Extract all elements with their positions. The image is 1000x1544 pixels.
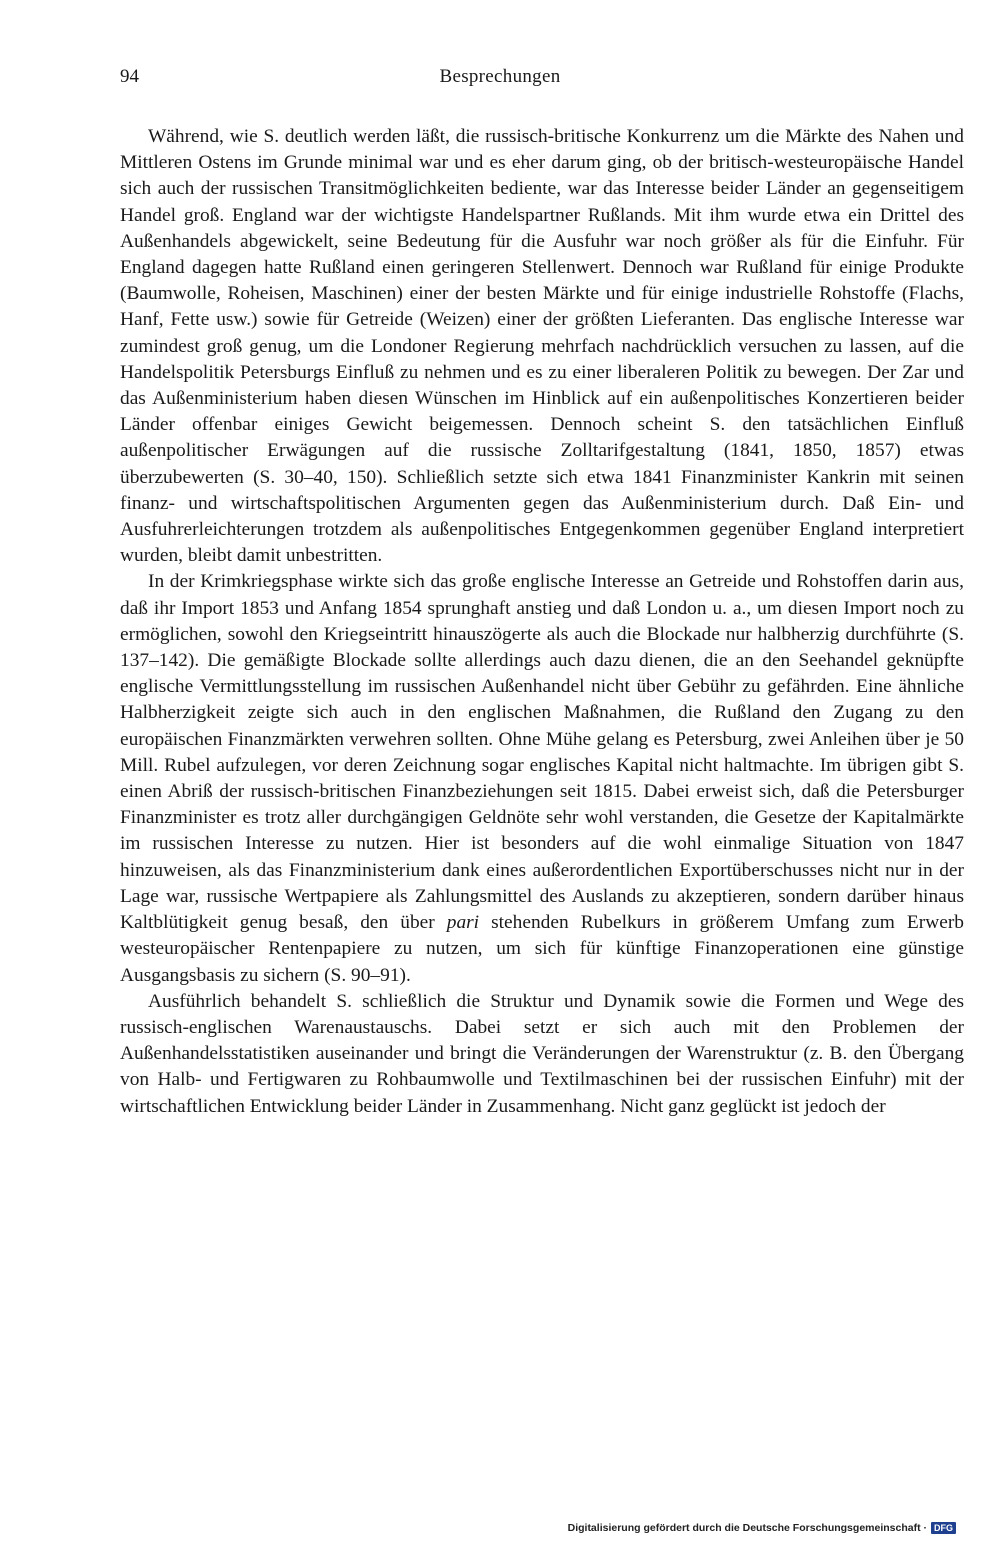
body-text bbox=[120, 124, 964, 1120]
digitization-note: Digitalisierung gefördert durch die Deutsche Forschungsgemeinschaft · bbox=[567, 1522, 927, 1534]
paragraph-2-text-before: In der Krimkriegsphase wirkte sich das große englische Interesse an Getreide und Rohstoffen darin aus, daß ihr Import 1853 und Anfang 1854 sprunghaft anstieg und daß London u. a., um diesen Import noch zu ermöglichen, sowohl den Kriegseintritt hinauszögerte als auch die Blockade nur halbherzig durchführte (S. 137–142). Die gemäßigte Blockade sollte allerdings auch dazu dienen, die an den Seehandel geknüpfte englische Vermittlungsstellung im russischen Außenhandel nicht über Gebühr zu gefährden. Eine ähnliche Halbherzigkeit zeigte sich auch in den englischen Maßnahmen, die Rußland den Zugang zu den europäischen Finanzmärkten verwehren sollten. Ohne Mühe gelang es Petersburg, zwei Anleihen über je 50 Mill. Rubel aufzulegen, vor deren Zeichnung sogar englisches Kapital nicht haltmachte. Im übrigen gibt S. einen Abriß der russisch-britischen Finanzbeziehungen seit 1815. Dabei erweist sich, daß die Petersburger Finanzminister es trotz aller durchgängigen Geldnöte sehr wohl verstanden, die Gesetze der Kapitalmärkte im russischen Interesse zu nutzen. Hier ist besonders auf die wohl einmalige Situation von 1847 hinzuweisen, als das Finanzministerium dank eines außerordentlichen Exportüberschusses nicht nur in der Lage war, russische Wertpapiere als Zahlungsmittel des Auslands zu akzeptieren, sondern darüber hinaus Kaltblütigkeit genug besaß, den über bbox=[120, 571, 964, 934]
italic-term-pari: pari bbox=[446, 912, 480, 934]
paragraph-1: Während, wie S. deutlich werden läßt, die russisch-britische Konkurrenz um die Märkte des Nahen und Mittleren Ostens im Grunde minimal war und es eher darum ging, ob der britisch-westeuropäische Handel sich auch der russischen Transitmöglichkeiten bediente, war das Interesse beider Länder an gegenseitigem Handel groß. England war der wichtigste Handelspartner Rußlands. Mit ihm wurde etwa ein Drittel des Außenhandels abgewickelt, seine Bedeutung für die Ausfuhr war noch größer als für die Einfuhr. Für England dagegen hatte Rußland einen geringeren Stellenwert. Dennoch war Rußland für einige Produkte (Baumwolle, Roheisen, Maschinen) einer der besten Märkte und für einige industrielle Rohstoffe (Flachs, Hanf, Fette usw.) sowie für Getreide (Weizen) einer der größten Lieferanten. Das englische Interesse war zumindest groß genug, um die Londoner Regierung mehrfach nachdrücklich versuchen zu lassen, auf die Handelspolitik Petersburgs Einfluß zu nehmen und es zu einer liberaleren Politik zu bewegen. Der Zar und das Außenministerium haben diesen Wünschen im Hinblick auf ein außenpolitisches Konzertieren beider Länder offenbar einiges Gewicht beigemessen. Dennoch scheint S. den tatsächlichen Einfluß außenpolitischer Erwägungen auf die russische Zolltarifgestaltung (1841, 1850, 1857) etwas überzubewerten (S. 30–40, 150). Schließlich setzte sich etwa 1841 Finanzminister Kankrin mit seinen finanz- und wirtschaftspolitischen Argumenten gegen das Außenministerium durch. Daß Ein- und Ausfuhrerleichterungen trotzdem als außenpolitisches Entgegenkommen gegenüber England interpretiert wurden, bleibt damit unbestritten. bbox=[120, 126, 964, 567]
dfg-logo-icon: DFG bbox=[931, 1522, 956, 1534]
page-number: 94 bbox=[120, 66, 139, 87]
running-title: Besprechungen bbox=[439, 66, 561, 87]
paragraph-2 bbox=[120, 569, 964, 988]
digitization-footer bbox=[568, 1522, 956, 1534]
paragraph-2-text-after: stehenden Rubelkurs in größerem Umfang zum Erwerb westeuropäischer Rentenpapiere zu nutzen, um sich für künftige Finanzoperationen eine günstige Ausgangsbasis zu sichern (S. 90–91). bbox=[120, 912, 964, 986]
paragraph-3: Ausführlich behandelt S. schließlich die Struktur und Dynamik sowie die Formen und Wege des russisch-englischen Warenaustauschs. Dabei setzt er sich auch mit den Problemen der Außenhandelsstatistiken auseinander und bringt die Veränderungen der Warenstruktur (z. B. den Übergang von Halb- und Fertigwaren zu Rohbaumwolle und Textilmaschinen bei der russischen Einfuhr) mit der wirtschaftlichen Entwicklung beider Länder in Zusammenhang. Nicht ganz geglückt ist jedoch der bbox=[120, 990, 964, 1117]
